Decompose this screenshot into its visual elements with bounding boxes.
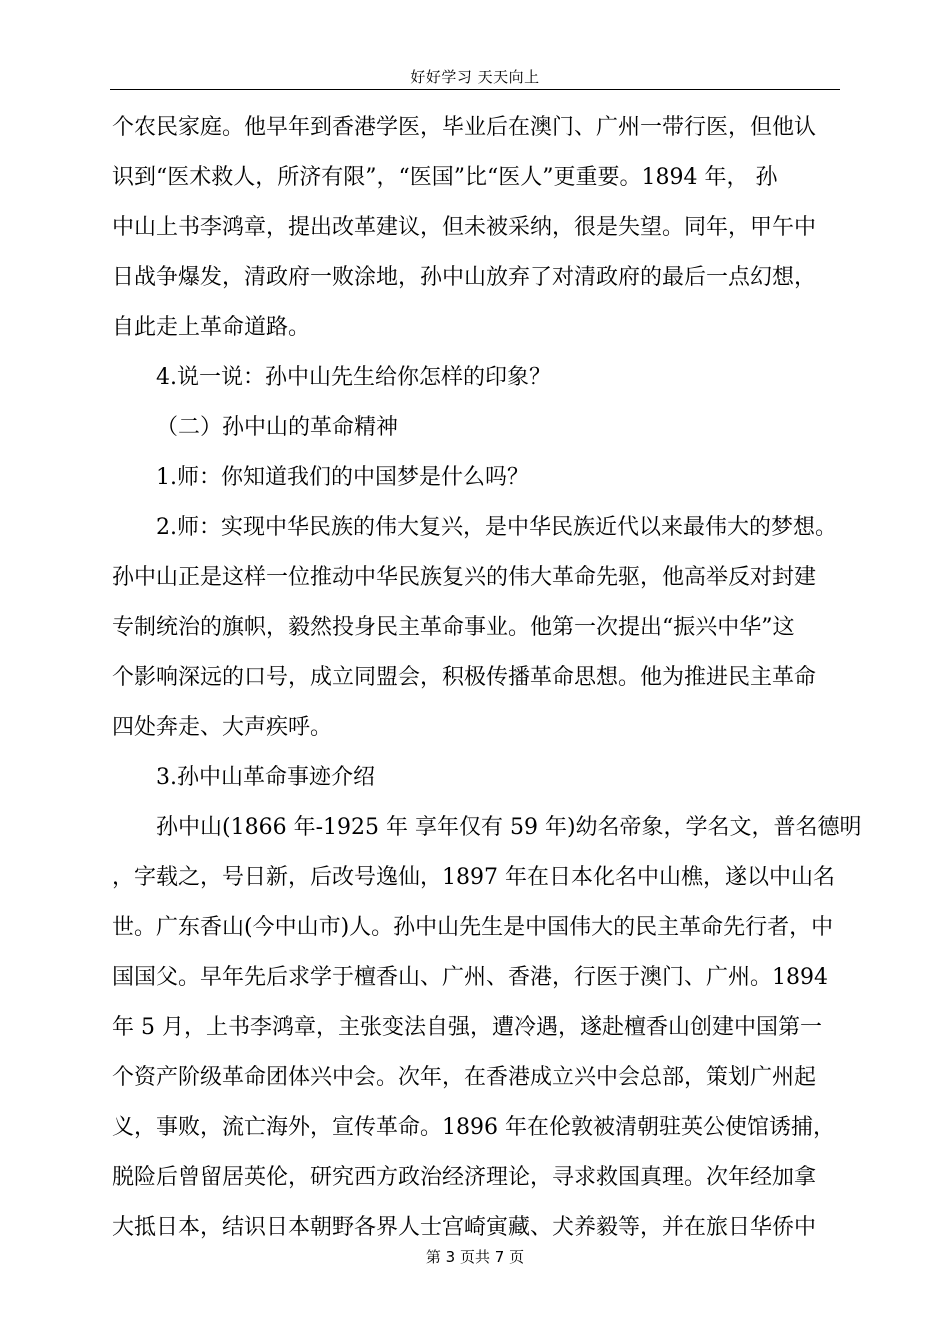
subsection-heading: 3.孙中山革命事迹介绍	[156, 765, 375, 790]
text-line: 义，事败，流亡海外，宣传革命。1896 年在伦敦被清朝驻英公使馆诱捕，	[112, 1115, 835, 1140]
text-line: 四处奔走、大声疾呼。	[112, 715, 333, 740]
text-line: 脱险后曾留居英伦，研究西方政治经济理论，寻求救国真理。次年经加拿	[112, 1165, 817, 1190]
text-line: 日战争爆发，清政府一败涂地，孙中山放弃了对清政府的最后一点幻想，	[112, 265, 817, 290]
text-line: 识到“医术救人，所济有限”，“医国”比“医人”更重要。1894 年， 孙	[112, 165, 778, 190]
text-line: 孙中山正是这样一位推动中华民族复兴的伟大革命先驱，他高举反对封建	[112, 565, 817, 590]
text-line: 2.师：实现中华民族的伟大复兴，是中华民族近代以来最伟大的梦想。	[156, 515, 837, 540]
header-divider	[110, 89, 840, 90]
text-line: 个资产阶级革命团体兴中会。次年，在香港成立兴中会总部，策划广州起	[112, 1065, 817, 1090]
text-line: 国国父。早年先后求学于檀香山、广州、香港，行医于澳门、广州。1894	[112, 965, 828, 990]
text-line: 个农民家庭。他早年到香港学医，毕业后在澳门、广州一带行医，但他认	[112, 115, 817, 140]
text-line: 年 5 月，上书李鸿章，主张变法自强，遭冷遇，遂赴檀香山创建中国第一	[112, 1015, 822, 1040]
text-line: 专制统治的旗帜，毅然投身民主革命事业。他第一次提出“振兴中华”这	[112, 615, 795, 640]
text-line: 孙中山(1866 年-1925 年 享年仅有 59 年)幼名帝象，学名文，普名德明	[156, 815, 862, 840]
text-line: 大抵日本，结识日本朝野各界人士宫崎寅藏、犬养毅等，并在旅日华侨中	[112, 1215, 817, 1240]
question-heading: 4.说一说：孙中山先生给你怎样的印象？	[156, 365, 551, 390]
text-line: 世。广东香山(今中山市)人。孙中山先生是中国伟大的民主革命先行者，中	[112, 915, 834, 940]
text-line: 个影响深远的口号，成立同盟会，积极传播革命思想。他为推进民主革命	[112, 665, 817, 690]
document-body	[112, 103, 862, 1253]
page-number: 第 3 页共 7 页	[425, 1248, 525, 1266]
teacher-question: 1.师：你知道我们的中国梦是什么吗？	[156, 465, 529, 490]
page-header: 好好学习 天天向上	[410, 68, 540, 86]
section-heading: （二）孙中山的革命精神	[156, 415, 399, 440]
text-line: 中山上书李鸿章，提出改革建议，但未被采纳，很是失望。同年，甲午中	[112, 215, 817, 240]
text-line: ，字载之，号日新，后改号逸仙，1897 年在日本化名中山樵，遂以中山名	[112, 865, 835, 890]
text-line: 自此走上革命道路。	[112, 315, 311, 340]
